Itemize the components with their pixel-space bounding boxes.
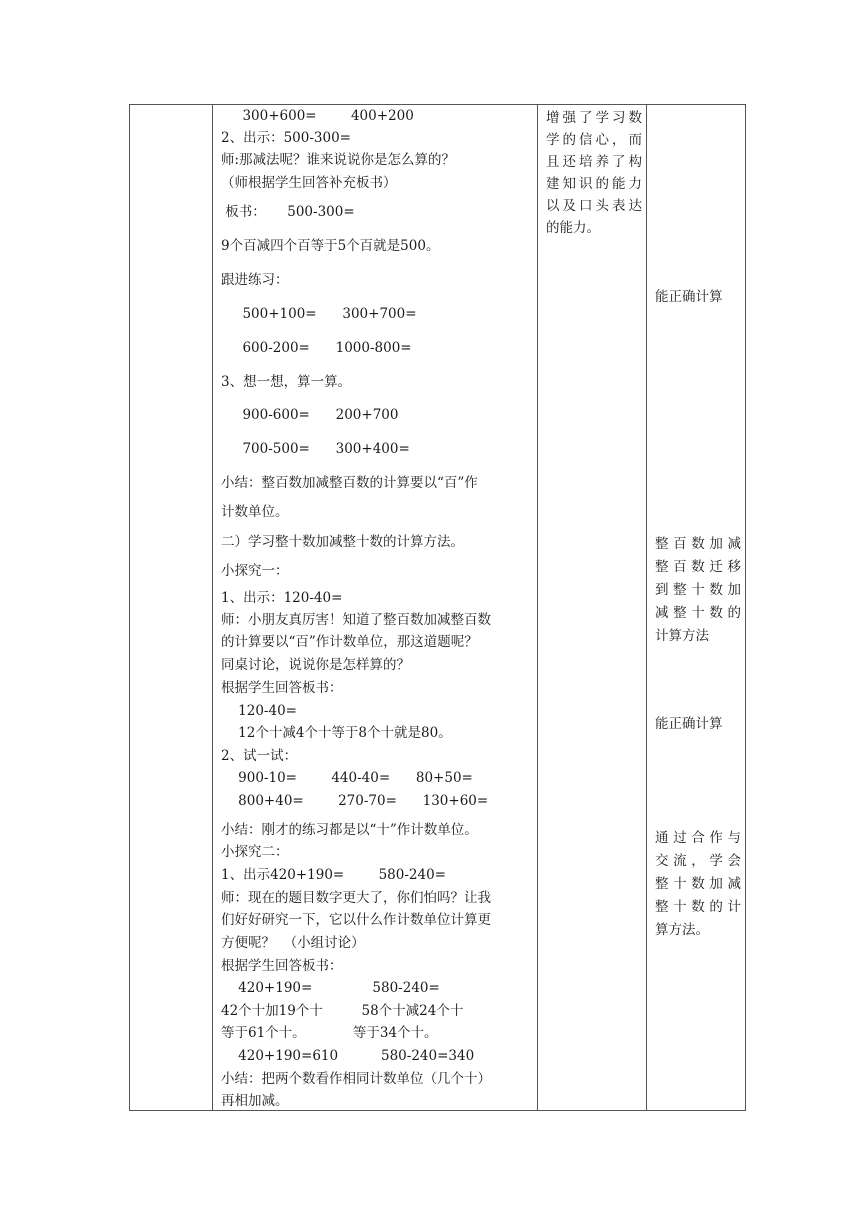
text-line: 整百数加减: [655, 536, 741, 552]
text-line: 师:那减法呢？谁来说说你是怎么算的？: [221, 152, 456, 168]
objective-block: [655, 827, 741, 942]
text-line: 以及口头表达: [546, 198, 642, 214]
text-line: 师：小朋友真厉害！知道了整百数加减整百数: [221, 612, 491, 628]
text-line: 板书： 500-300=: [221, 204, 355, 220]
text-line: 通过合作与: [655, 830, 741, 846]
text-line: 根据学生回答板书：: [221, 680, 343, 696]
column-divider-3: [646, 104, 647, 1111]
text-line: 800+40= 270-70= 130+60=: [221, 793, 489, 809]
table-right-border: [745, 104, 746, 1111]
text-line: 700-500= 300+400=: [221, 441, 410, 457]
table-top-border: [129, 104, 746, 105]
text-line: 900-10= 440-40= 80+50=: [221, 770, 473, 786]
text-line: 300+600= 400+200: [221, 108, 414, 124]
text-line: 整十数加减: [655, 876, 741, 892]
text-line: （师根据学生回答补充板书）: [221, 175, 397, 191]
text-line: 算方法。: [655, 922, 709, 938]
table-bottom-border: [129, 1110, 746, 1111]
text-line: 计算方法: [655, 628, 709, 644]
text-line: 小结：整百数加减整百数的计算要以“百”作: [221, 475, 478, 491]
text-line: 900-600= 200+700: [221, 407, 399, 423]
text-line: 1、出示420+190= 580-240=: [221, 867, 446, 883]
text-line: 整十数的计: [655, 899, 741, 915]
text-line: 的计算要以“百”作计数单位，那这道题呢？: [221, 634, 478, 650]
column-divider-1: [212, 104, 213, 1111]
text-line: 根据学生回答板书：: [221, 958, 343, 974]
text-line: 等于61个十。 等于34个十。: [221, 1025, 438, 1041]
text-line: 600-200= 1000-800=: [221, 340, 412, 356]
text-line: 42个十加19个十 58个十减24个十: [221, 1003, 464, 1019]
text-line: 们好好研究一下，它以什么作计数单位计算更: [221, 912, 491, 928]
objective-text: 能正确计算: [655, 716, 723, 732]
text-line: 建知识的能力: [546, 176, 642, 192]
text-line: 计数单位。: [221, 504, 289, 520]
text-line: 同桌讨论，说说你是怎样算的？: [221, 657, 410, 673]
text-line: 2、出示：500-300=: [221, 130, 351, 146]
text-line: 420+190= 580-240=: [221, 980, 440, 996]
objective-text: 能正确计算: [655, 289, 723, 305]
text-line: 小探究一：: [221, 563, 289, 579]
text-line: 交流，学会: [655, 853, 741, 869]
section-heading: 二）学习整十数加减整十数的计算方法。: [221, 534, 464, 550]
text-line: 420+190=610 580-240=340: [221, 1048, 475, 1064]
text-line: 1、出示：120-40=: [221, 590, 343, 606]
text-line: 小结：把两个数看作相同计数单位（几个十）: [221, 1071, 491, 1087]
text-line: 学的信心，而: [546, 132, 642, 148]
design-intent-cell: [546, 107, 642, 239]
text-line: 12个十减4个十等于8个十就是80。: [221, 725, 452, 741]
text-line: 整百数迁移: [655, 559, 741, 575]
text-line: 小结：刚才的练习都是以“十”作计数单位。: [221, 822, 478, 838]
text-line: 跟进练习：: [221, 272, 289, 288]
text-line: 120-40=: [221, 703, 297, 719]
text-line: 减整十数的: [655, 605, 741, 621]
text-line: 500+100= 300+700=: [221, 306, 417, 322]
column-divider-2: [537, 104, 538, 1111]
table-left-border: [129, 104, 130, 1111]
objective-block: [655, 533, 741, 648]
text-line: 师：现在的题目数字更大了，你们怕吗？让我: [221, 890, 491, 906]
text-line: 的能力。: [546, 220, 600, 236]
text-line: 再相加减。: [221, 1093, 289, 1109]
text-line: 2、试一试：: [221, 748, 298, 764]
text-line: 方便呢？ （小组讨论）: [221, 935, 365, 951]
text-line: 且还培养了构: [546, 154, 642, 170]
text-line: 增强了学习数: [546, 110, 642, 126]
text-line: 到整十数加: [655, 582, 741, 598]
text-line: 小探究二：: [221, 844, 289, 860]
text-line: 9个百减四个百等于5个百就是500。: [221, 238, 440, 254]
text-line: 3、想一想，算一算。: [221, 374, 352, 390]
